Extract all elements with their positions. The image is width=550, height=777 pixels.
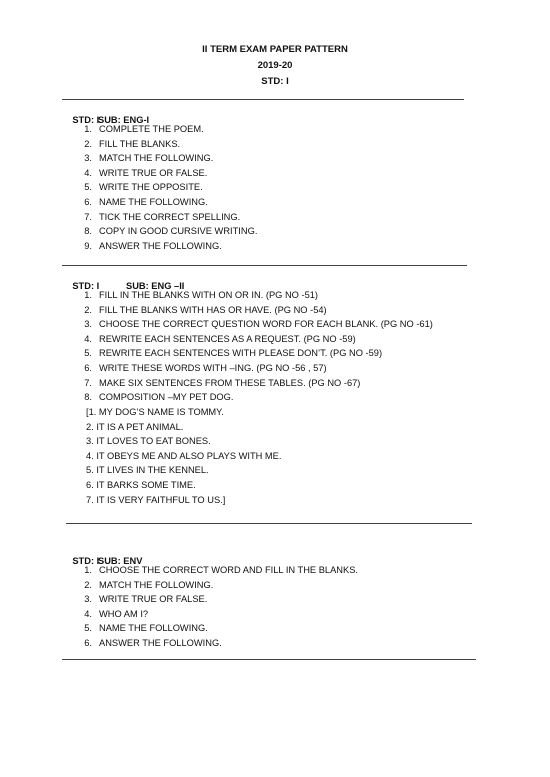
- section-std: STD: I: [72, 556, 100, 566]
- paper-std: STD: I: [261, 76, 289, 87]
- section-subject: SUB: ENG –II: [126, 281, 185, 291]
- composition-line: [1. MY DOG’S NAME IS TOMMY.: [86, 407, 224, 417]
- composition-line: 4. IT OBEYS ME AND ALSO PLAYS WITH ME.: [86, 450, 282, 461]
- divider: [62, 265, 467, 266]
- divider: [66, 523, 472, 524]
- divider: [62, 99, 464, 100]
- section-subject: SUB: ENV: [98, 556, 143, 566]
- paper-title: II TERM EXAM PAPER PATTERN: [202, 44, 348, 55]
- paper-year: 2019-20: [257, 60, 293, 71]
- composition-line: 7. IT IS VERY FAITHFUL TO US.]: [86, 494, 226, 505]
- composition-line: 6. IT BARKS SOME TIME.: [86, 479, 196, 490]
- exam-paper-page: II TERM EXAM PAPER PATTERN 2019-20 STD: I STD: I SUB: ENG-I 1. COMPLETE THE POEM. 2. FILL THE BLANKS. 3. MATCH THE FOLLOWING. 4. WRITE TRUE OR FALSE. 5. WRITE THE OPPOSITE. 6. NAME THE FOLLOWING. 7. TICK THE CORRECT SPELLING. 8. COPY IN GOOD CURSIVE WRITING. 9. ANSWER THE FOLLOWING. STD: I SUB: ENG –II 1. FILL IN THE BLANKS WITH ON OR IN. (PG NO -51) 2. FILL THE BLANKS WITH HAS OR HAVE. (PG NO -54) 3. CHOOSE THE CORRECT QUESTION WORD FOR EACH BLANK. (PG NO -61) 4. REWRITE EACH SENTENCES AS A REQUEST. (PG NO -59) 5. REWRITE EACH SENTENCES WITH PLEASE DON’T. (PG NO -59) 6. WRITE THESE WORDS WITH –ING. (PG NO -56 , 57) 7. MAKE SIX SENTENCES FROM THESE TABLES. (PG NO -67) 8. COMPOSITION –MY PET DOG. [1. MY DOG’S NAME IS TOMMY. 2. IT IS A PET ANIMAL. 3. IT LOVES TO EAT BONES. 4. IT OBEYS ME AND ALSO PLAYS WITH ME. 5. IT LIVES IN THE KENNEL. 6. IT BARKS SOME TIME. 7. IT IS VERY FAITHFUL TO US.] STD: I SUB: ENV 1. CHOOSE THE CORRECT WORD AND FILL IN THE BLANKS. 2. MATCH THE FOLLOWING. 3. WRITE TRUE OR FALSE. 4. WHO AM I? 5. NAME THE FOLLOWING. 6. ANSWER THE FOLLOWING.: [0, 0, 550, 777]
- section-subject: SUB: ENG-I: [98, 115, 150, 125]
- divider: [62, 659, 476, 660]
- section-std: STD: I: [72, 115, 100, 125]
- composition-line: 2. IT IS A PET ANIMAL.: [86, 421, 184, 432]
- composition-line: 3. IT LOVES TO EAT BONES.: [86, 436, 211, 447]
- composition-line: 5. IT LIVES IN THE KENNEL.: [86, 465, 209, 476]
- section-std: STD: I: [72, 281, 100, 291]
- composition-lines: [86, 405, 281, 507]
